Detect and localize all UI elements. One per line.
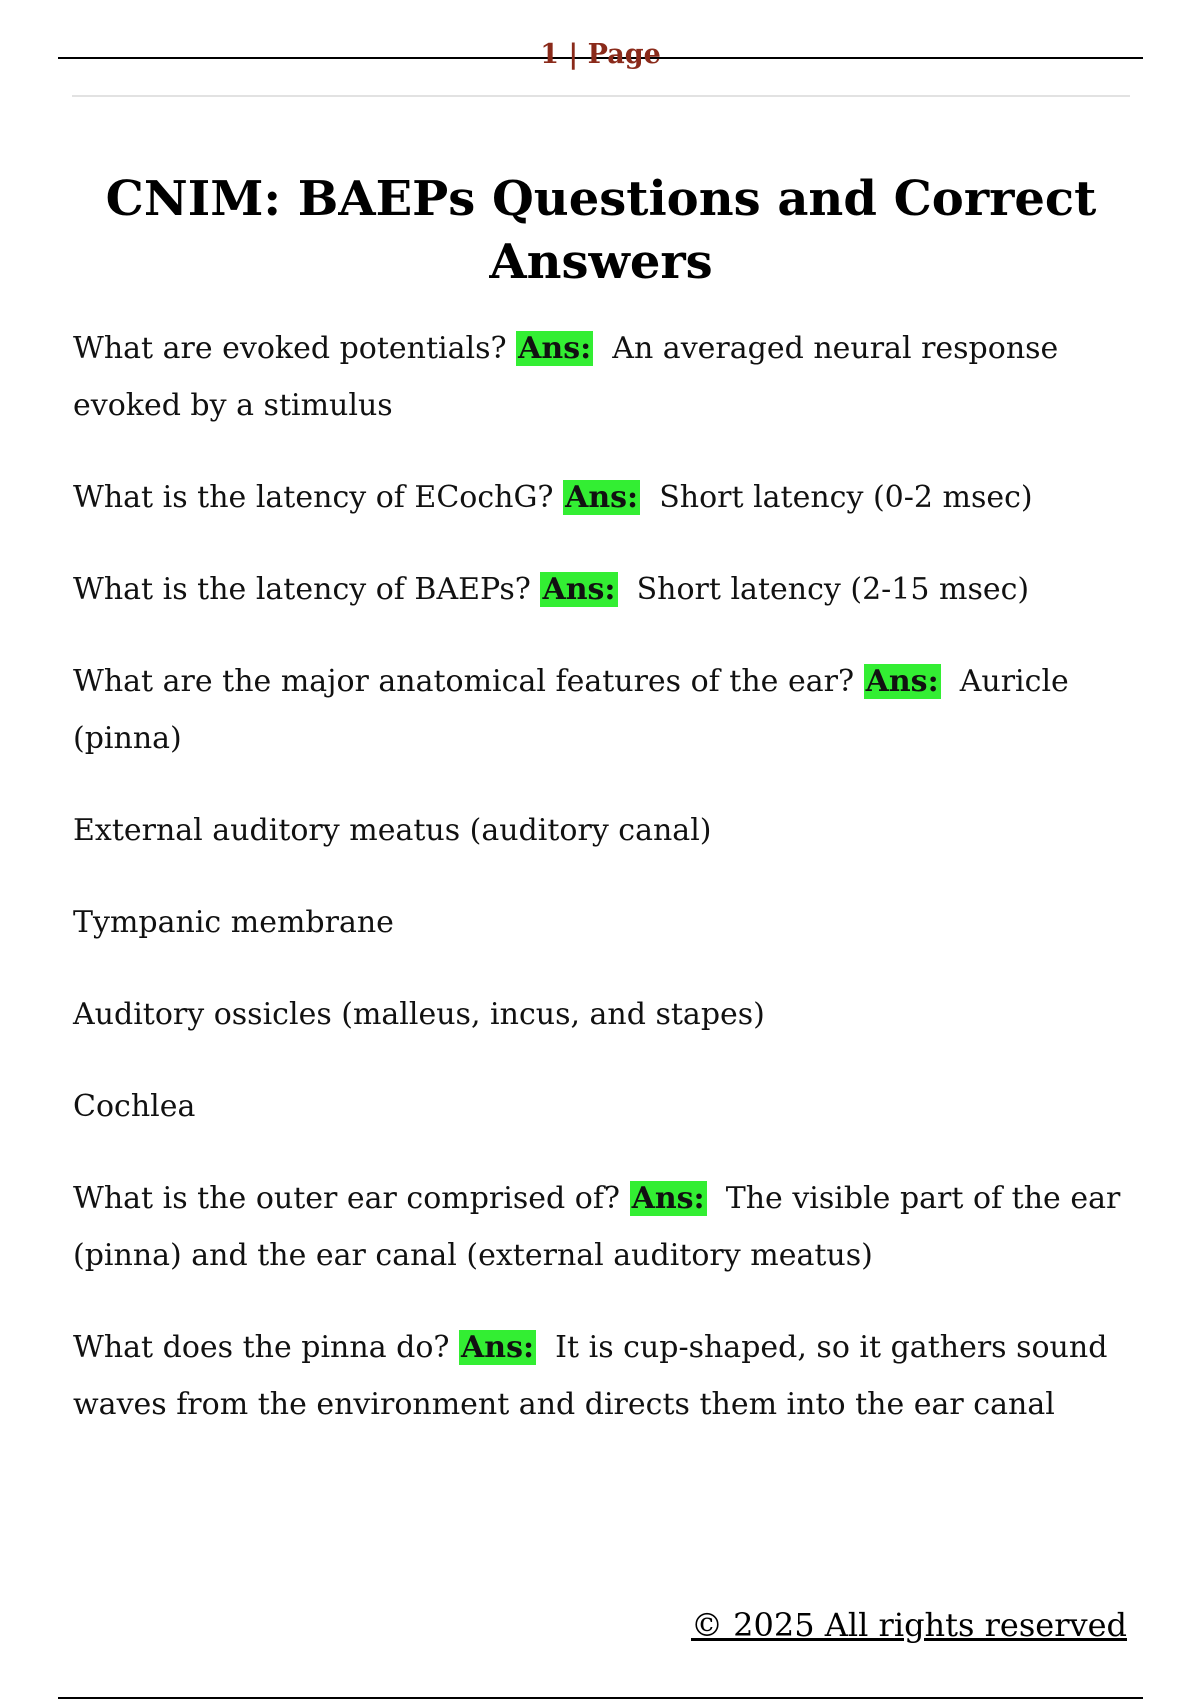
question-text: What are the major anatomical features of the ear?: [73, 664, 855, 699]
ans-highlight: Ans:: [631, 1181, 705, 1216]
question-text: What is the outer ear comprised of?: [73, 1181, 621, 1216]
qa-item: [73, 653, 1135, 767]
ear-feature-line: External auditory meatus (auditory canal): [73, 813, 712, 848]
qa-list: [73, 320, 1135, 1468]
page-number-label: 1 | Page: [540, 39, 661, 70]
question-text: What is the latency of BAEPs?: [73, 572, 531, 607]
answer-text: Short latency (0-2 msec): [659, 480, 1033, 515]
qa-item: [73, 1170, 1135, 1284]
ear-feature-line: Tympanic membrane: [73, 905, 394, 940]
qa-item: [73, 1319, 1135, 1433]
ans-highlight: Ans:: [542, 572, 616, 607]
answer-text: The visible part of the ear (pinna) and the ear canal (external auditory meatus): [73, 1181, 1121, 1273]
ans-highlight: Ans:: [565, 480, 639, 515]
question-text: What are evoked potentials?: [73, 331, 507, 366]
page-header: [58, 38, 1143, 70]
question-text: What is the latency of ECochG?: [73, 480, 554, 515]
answer-text: Short latency (2-15 msec): [636, 572, 1030, 607]
answer-text: Auricle (pinna): [73, 664, 1069, 756]
qa-item: [73, 320, 1135, 434]
copyright-notice: © 2025 All rights reserved: [691, 1606, 1127, 1644]
question-text: What does the pinna do?: [73, 1330, 450, 1365]
ans-highlight: Ans:: [865, 664, 939, 699]
footer-rule: [58, 1697, 1143, 1699]
answer-text: An averaged neural response evoked by a stimulus: [73, 331, 1059, 423]
ans-highlight: Ans:: [518, 331, 592, 366]
qa-item: [73, 469, 1135, 526]
ear-feature-line: Cochlea: [73, 1089, 196, 1124]
ans-highlight: Ans:: [461, 1330, 535, 1365]
qa-item: [73, 561, 1135, 618]
header-divider: [72, 95, 1130, 97]
answer-text: It is cup-shaped, so it gathers sound waves from the environment and directs them into the ear canal: [73, 1330, 1108, 1422]
ear-feature-line: Auditory ossicles (malleus, incus, and stapes): [73, 997, 765, 1032]
document-title: CNIM: BAEPs Questions and Correct Answers: [105, 171, 1097, 290]
